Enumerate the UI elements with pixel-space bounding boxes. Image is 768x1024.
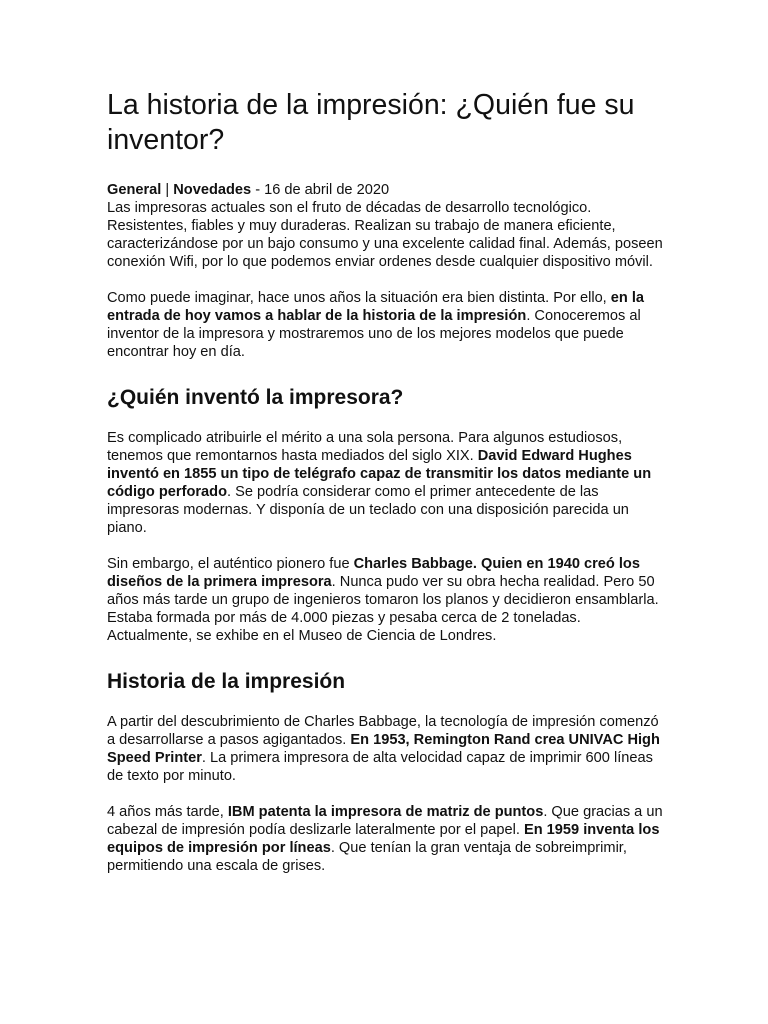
article-body [107, 181, 668, 875]
category-novedades: Novedades [173, 182, 252, 198]
category-general: General [107, 182, 162, 198]
section2-paragraph-1: A partir del descubrimiento de Charles Babbage, la tecnología de impresión comenzó a desarrollarse a pasos agigantados. En 1953, Remington Rand crea UNIVAC High Speed Printer. La primera impresora de alta velocidad capaz de imprimir 600 líneas de texto por minuto. [107, 714, 660, 784]
paragraph-2: Como puede imaginar, hace unos años la situación era bien distinta. Por ello, en la entrada de hoy vamos a hablar de la historia de la impresión. Conoceremos al inventor de la impresora y mostraremos uno de los mejores modelos que puede encontrar hoy en día. [107, 290, 645, 360]
section1-paragraph-2: Sin embargo, el auténtico pionero fue Charles Babbage. Quien en 1940 creó los diseños de la primera impresora. Nunca pudo ver su obra hecha realidad. Pero 50 años más tarde un grupo de ingenieros tomaron los planos y decidieron ensamblarla. Estaba formada por más de 4.000 piezas y pesaba cerca de 2 toneladas. Actualmente, se exhibe en el Museo de Ciencia de Londres. [107, 556, 659, 644]
publish-date: - 16 de abril de 2020 [251, 182, 390, 198]
article-meta-and-intro [107, 181, 668, 271]
section2-paragraph-2: 4 años más tarde, IBM patenta la impresora de matriz de puntos. Que gracias a un cabezal de impresión podía deslizarle lateralmente por el papel. En 1959 inventa los equipos de impresión por líneas. Que tenían la gran ventaja de sobreimprimir, permitiendo una escala de grises. [107, 804, 663, 874]
section1-paragraph-1: Es complicado atribuirle el mérito a una sola persona. Para algunos estudiosos, tenemos que remontarnos hasta mediados del siglo XIX. David Edward Hughes inventó en 1855 un tipo de telégrafo capaz de transmitir los datos mediante un código perforado. Se podría considerar como el primer antecedente de las impresoras modernas. Y disponía de un teclado con una disposición parecida un piano. [107, 430, 652, 536]
category-separator: | [161, 182, 174, 198]
article-title: La historia de la impresión: ¿Quién fue su inventor? [107, 89, 635, 156]
section-heading-quien-invento: ¿Quién inventó la impresora? [107, 386, 404, 409]
intro-paragraph: Las impresoras actuales son el fruto de décadas de desarrollo tecnológico. Resistentes, fiables y muy duraderas. Realizan su trabajo de manera eficiente, caracterizándose por un bajo consumo y una excelente calidad final. Además, poseen conexión Wifi, por lo que podemos enviar ordenes desde cualquier dispositivo móvil. [107, 200, 663, 270]
section-heading-historia: Historia de la impresión [107, 670, 346, 693]
